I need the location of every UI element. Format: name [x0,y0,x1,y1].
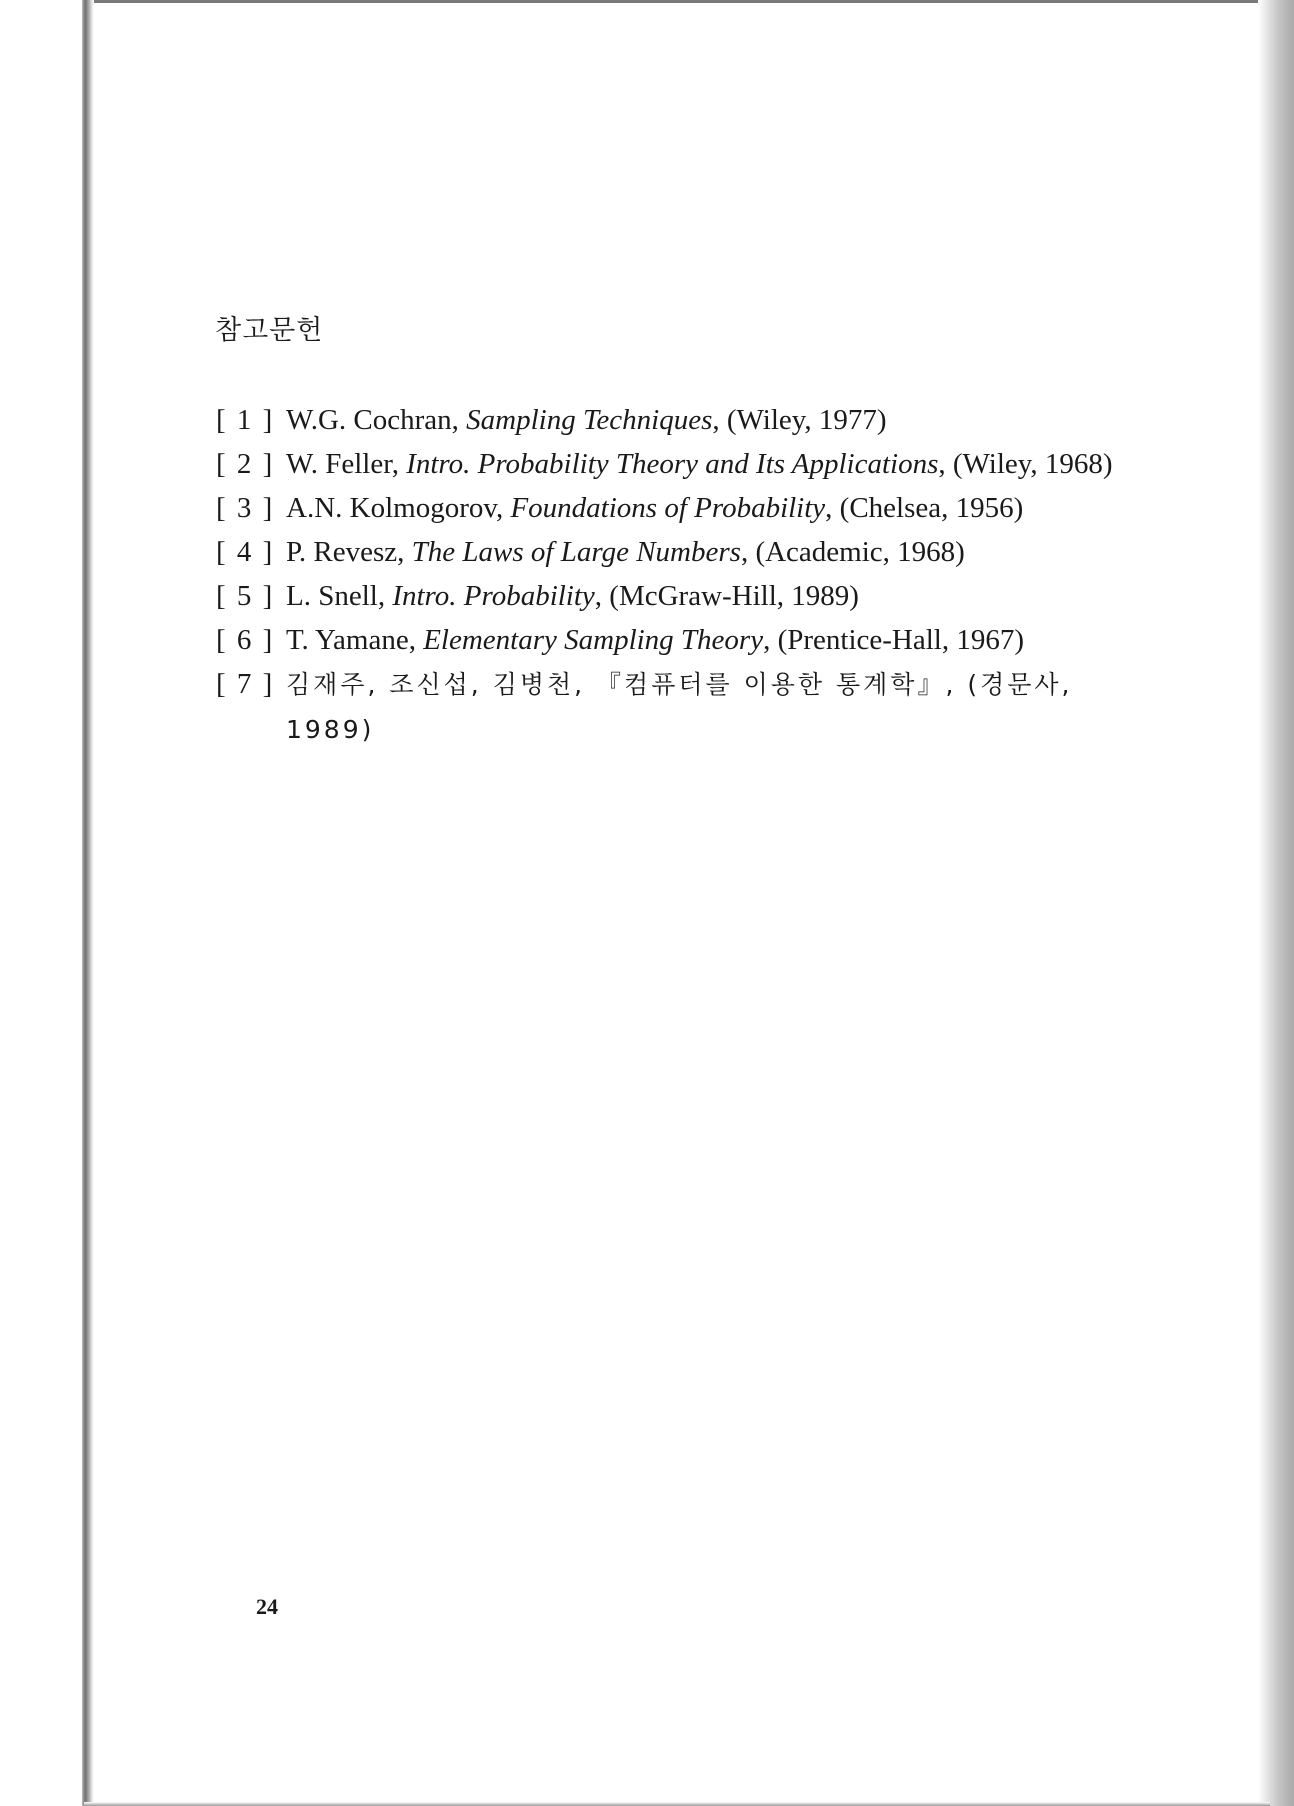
page-edge-left [82,0,94,1806]
page-edge-bottom [84,1802,1270,1806]
reference-publisher: , (경문사, 1989) [286,670,1073,744]
page-edge-top [84,0,1270,3]
reference-authors: A.N. Kolmogorov, [286,492,511,524]
reference-item-5 [216,574,1136,618]
reference-title: Intro. Probability [392,580,595,612]
reference-title: The Laws of Large Numbers [411,536,741,568]
reference-authors: P. Revesz, [286,536,412,568]
reference-item-6 [216,618,1136,662]
reference-authors: 김재주, 조신섭, 김병천, [286,670,597,699]
reference-number: [ 4 ] [216,536,275,568]
reference-publisher: , (McGraw-Hill, 1989) [594,580,859,612]
reference-title: 『컴퓨터를 이용한 통계학』 [596,670,946,699]
reference-item-7 [216,662,1136,752]
reference-publisher: , (Chelsea, 1956) [825,492,1024,524]
reference-item-2 [216,442,1136,486]
reference-publisher: , (Wiley, 1977) [712,404,887,436]
reference-item-1 [216,398,1136,442]
reference-publisher: , (Prentice-Hall, 1967) [763,624,1025,656]
references-heading: 참고문헌 [215,315,324,346]
reference-number: [ 3 ] [216,492,275,524]
reference-publisher: , (Academic, 1968) [740,536,965,568]
page-number: 24 [256,1594,278,1619]
reference-number: [ 5 ] [216,580,275,612]
reference-number: [ 6 ] [216,624,275,656]
reference-number: [ 2 ] [216,448,275,480]
reference-title: Intro. Probability Theory and Its Applications [406,448,939,480]
reference-title: Foundations of Probability [510,492,826,524]
reference-list [216,398,1136,752]
reference-item-3 [216,486,1136,530]
reference-authors: W.G. Cochran, [286,404,467,436]
reference-authors: L. Snell, [286,580,393,612]
reference-publisher: , (Wiley, 1968) [938,448,1113,480]
reference-title: Elementary Sampling Theory [423,624,764,656]
reference-number: [ 7 ] [216,668,275,700]
reference-authors: T. Yamane, [286,624,424,656]
reference-number: [ 1 ] [216,404,275,436]
page-edge-right [1258,0,1294,1806]
reference-item-4 [216,530,1136,574]
reference-title: Sampling Techniques [466,404,713,436]
reference-authors: W. Feller, [286,448,407,480]
